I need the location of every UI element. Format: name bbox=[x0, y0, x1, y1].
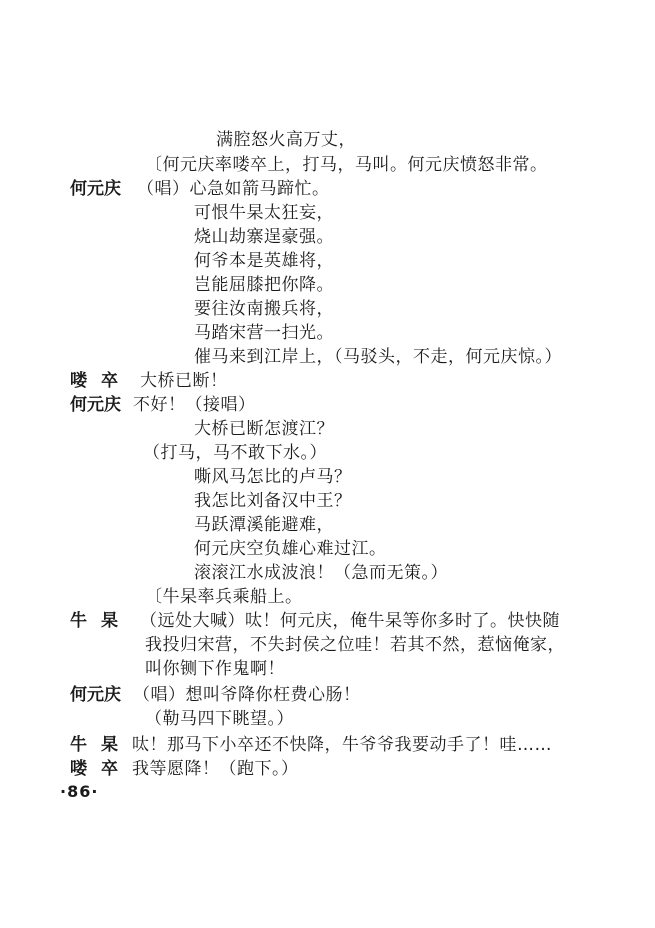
verse-line: 岂能屈膝把你降。 bbox=[194, 275, 334, 295]
dialogue-line bbox=[70, 734, 552, 756]
dialogue-line bbox=[70, 370, 228, 392]
dialogue-continuation: 我投归宋营，不失封侯之位哇！若其不然，惹恼俺家， bbox=[145, 635, 565, 655]
speaker-name: 喽卒 bbox=[70, 371, 132, 391]
dialogue-line bbox=[70, 610, 560, 632]
stage-direction: 〔何元庆率喽卒上，打马，马叫。何元庆愤怒非常。 bbox=[145, 155, 548, 175]
dialogue-text: 呔！那马下小卒还不快降，牛爷爷我要动手了！哇…… bbox=[132, 735, 552, 755]
dialogue-text: 大桥已断！ bbox=[140, 371, 228, 391]
verse-line: 何爷本是英雄将， bbox=[194, 251, 334, 271]
verse-line: 满腔怒火高万丈， bbox=[216, 130, 356, 150]
verse-line: 马跃潭溪能避难， bbox=[194, 515, 334, 535]
dialogue-line bbox=[70, 178, 330, 200]
verse-line: 可恨牛杲太狂妄， bbox=[194, 203, 334, 223]
verse-line: 烧山劫寨逞豪强。 bbox=[194, 227, 334, 247]
verse-line: 大桥已断怎渡江？ bbox=[194, 419, 334, 439]
verse-line: 要往汝南搬兵将， bbox=[194, 299, 334, 319]
stage-direction: （打马，马不敢下水。） bbox=[143, 443, 327, 463]
speaker-name: 何元庆 bbox=[70, 395, 121, 415]
dialogue-text: （远处大喊）呔！何元庆，俺牛杲等你多时了。快快随 bbox=[140, 611, 560, 631]
speaker-name: 牛杲 bbox=[70, 611, 132, 631]
speaker-name: 牛杲 bbox=[70, 735, 132, 755]
dialogue-text: （唱）心急如箭马蹄忙。 bbox=[137, 179, 330, 199]
verse-line: 我怎比刘备汉中王？ bbox=[194, 491, 352, 511]
verse-line: 何元庆空负雄心难过江。 bbox=[194, 539, 387, 559]
dialogue-text: （唱）想叫爷降你枉费心肠！ bbox=[133, 685, 361, 705]
dialogue-line bbox=[70, 684, 361, 706]
verse-line: 滚滚江水成波浪！（急而无策。） bbox=[194, 563, 448, 583]
page-number: ·86· bbox=[60, 782, 99, 801]
speaker-name: 喽卒 bbox=[70, 759, 132, 779]
verse-line: 嘶风马怎比的卢马？ bbox=[194, 467, 352, 487]
dialogue-line bbox=[70, 758, 299, 780]
speaker-name: 何元庆 bbox=[70, 685, 121, 705]
dialogue-line bbox=[70, 394, 256, 416]
verse-line: 马踏宋营一扫光。 bbox=[194, 323, 334, 343]
dialogue-text: 不好！（接唱） bbox=[133, 395, 256, 415]
stage-direction: （勒马四下眺望。） bbox=[145, 709, 294, 729]
verse-line: 催马来到江岸上，（马驳头，不走，何元庆惊。） bbox=[194, 347, 562, 367]
speaker-name: 何元庆 bbox=[70, 179, 121, 199]
dialogue-continuation: 叫你铡下作鬼啊！ bbox=[145, 659, 285, 679]
stage-direction: 〔牛杲率兵乘船上。 bbox=[145, 587, 303, 607]
dialogue-text: 我等愿降！（跑下。） bbox=[132, 759, 299, 779]
